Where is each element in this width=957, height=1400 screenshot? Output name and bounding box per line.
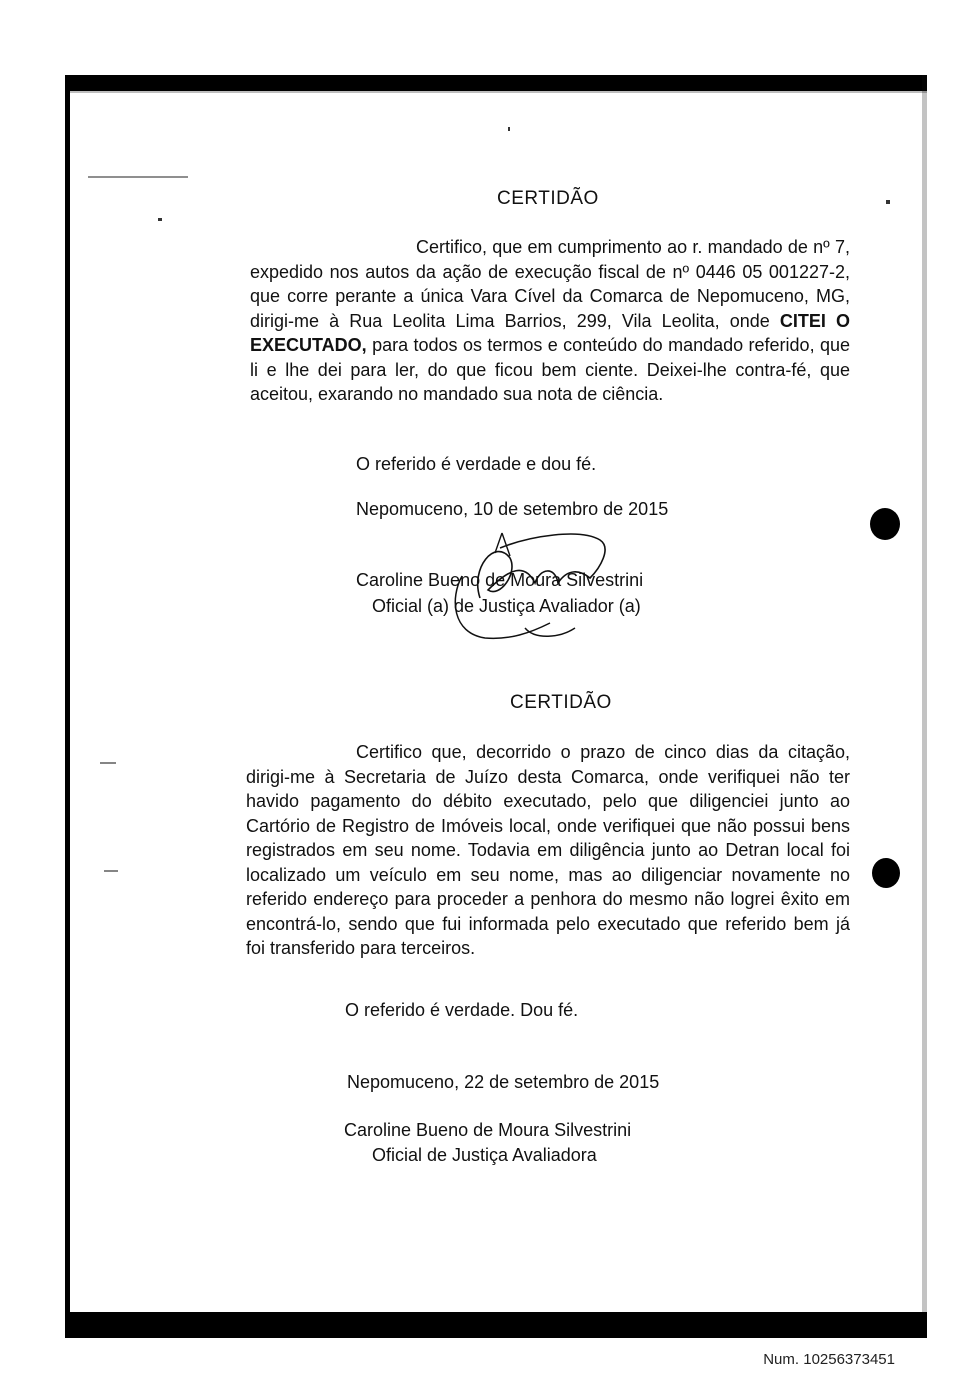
- scan-border-top: [65, 75, 927, 91]
- certidao-2-body: Certifico que, decorrido o prazo de cinco dias da citação, dirigi-me à Secretaria de Juízo desta Comarca, onde verifiquei não ter havido pagamento do débito executado, pelo que diligenciei junto ao Cartório de Registro de Imóveis local, onde verifiquei que não possui bens registrados em seu nome. Todavia em diligência junto ao Detran local foi localizado um veículo em seu nome, mas ao diligenciar novamente no referido endereço para proceder a penhora do mesmo não logrei êxito em encontrá-lo, sendo que fui informada pelo executado que referido bem já foi transferido para terceiros.: [246, 742, 850, 958]
- scan-speck: [886, 200, 890, 204]
- certidao-1-body: [250, 235, 850, 407]
- certidao-1-body-rest: para todos os termos e conteúdo do mandado referido, que li e lhe dei para ler, do que ficou bem ciente. Deixei-lhe contra-fé, que aceitou, exarando no mandado sua nota de ciência.: [250, 335, 850, 404]
- certidao-1-attestation: O referido é verdade e dou fé.: [356, 454, 597, 474]
- punch-hole: [870, 508, 900, 540]
- scan-speck: [100, 762, 116, 764]
- certidao-1-place-date: Nepomuceno, 10 de setembro de 2015: [356, 499, 669, 519]
- certidao-1-title: CERTIDÃO: [497, 188, 599, 209]
- certidao-1-signer-name: Caroline Bueno de Moura Silvestrini: [356, 570, 644, 590]
- certidao-2-title: CERTIDÃO: [510, 692, 612, 713]
- document-number: Num. 10256373451: [763, 1351, 895, 1368]
- scan-speck: [88, 176, 188, 178]
- certidao-1-body-intro: Certifico, que em cumprimento ao r. mandado de nº 7, expedido nos autos da ação de execução fiscal de nº 0446 05 001227-2, que corre perante a única Vara Cível da Comarca de Nepomuceno, MG, dirigi-me à Rua Leolita Lima Barrios, 299, Vila Leolita, onde: [250, 237, 850, 331]
- certidao-2-attestation: O referido é verdade. Dou fé.: [345, 1000, 579, 1020]
- scan-speck: [158, 218, 162, 221]
- certidao-2-signer-name: Caroline Bueno de Moura Silvestrini: [344, 1120, 632, 1140]
- certidao-2-signer-role: Oficial de Justiça Avaliadora: [372, 1145, 597, 1165]
- certidao-1-signer-role: Oficial (a) de Justiça Avaliador (a): [372, 596, 641, 616]
- scan-border-right: [922, 75, 927, 1338]
- scan-speck: [104, 870, 118, 872]
- punch-hole: [872, 858, 900, 888]
- scan-border-top-edge: [65, 91, 927, 93]
- scan-speck: [508, 127, 510, 131]
- scan-border-left: [65, 75, 70, 1338]
- certidao-1-body-emphasis: CITEI O EXECUTADO,: [250, 310, 850, 355]
- scan-border-bottom: [65, 1312, 927, 1338]
- certidao-2-place-date: Nepomuceno, 22 de setembro de 2015: [347, 1072, 660, 1092]
